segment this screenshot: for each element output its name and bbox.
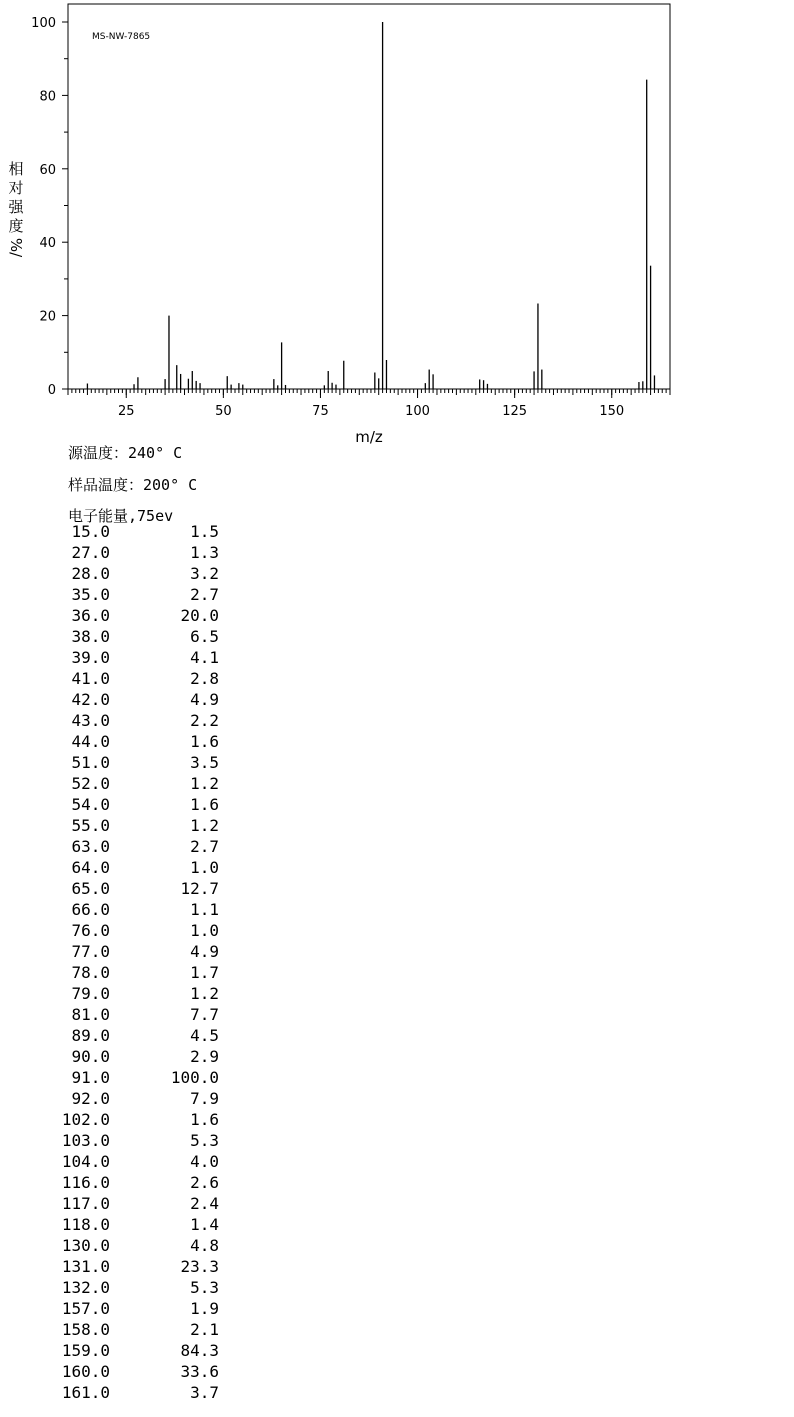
intensity-value: 2.8 <box>190 669 219 688</box>
y-tick-label: 100 <box>31 16 56 31</box>
intensity-value: 5.3 <box>190 1278 219 1297</box>
mz-value: 117.0 <box>61 1194 110 1213</box>
x-axis <box>118 389 624 419</box>
intensity-value: 1.0 <box>190 858 219 877</box>
x-tick-label: 125 <box>502 404 528 419</box>
mz-value: 43.0 <box>71 711 110 730</box>
y-axis-label-char: 相 <box>8 160 24 178</box>
intensity-value: 2.9 <box>190 1047 219 1066</box>
mz-value: 54.0 <box>71 795 110 814</box>
mz-value: 64.0 <box>71 858 110 877</box>
x-tick-label: 150 <box>599 404 625 419</box>
intensity-value: 1.4 <box>190 1215 219 1234</box>
peak-bars <box>87 22 654 389</box>
y-axis-label <box>6 160 26 257</box>
y-axis-label-char: 强 <box>8 198 24 216</box>
intensity-value: 4.1 <box>190 648 219 667</box>
intensity-value: 4.9 <box>190 942 219 961</box>
mz-value: 81.0 <box>71 1005 110 1024</box>
mz-value: 38.0 <box>71 627 110 646</box>
mz-value: 28.0 <box>71 564 110 583</box>
mz-value: 160.0 <box>61 1362 110 1381</box>
mz-value: 44.0 <box>71 732 110 751</box>
mz-value: 51.0 <box>71 753 110 772</box>
intensity-value: 3.5 <box>190 753 219 772</box>
intensity-value: 7.7 <box>190 1005 219 1024</box>
intensity-value: 1.6 <box>190 1110 219 1129</box>
intensity-value: 12.7 <box>180 879 219 898</box>
y-axis-label-char: 对 <box>8 179 24 197</box>
intensity-value: 2.1 <box>190 1320 219 1339</box>
mz-value: 65.0 <box>71 879 110 898</box>
mz-value: 103.0 <box>61 1131 110 1150</box>
y-axis-label-char: 度 <box>8 217 24 235</box>
intensity-value: 7.9 <box>190 1089 219 1108</box>
mz-value: 90.0 <box>71 1047 110 1066</box>
intensity-value: 1.2 <box>190 984 219 1003</box>
chart-annotation: MS-NW-7865 <box>92 32 151 42</box>
intensity-value: 3.7 <box>190 1383 219 1402</box>
intensity-value: 2.6 <box>190 1173 219 1192</box>
mz-value: 35.0 <box>71 585 110 604</box>
intensity-value: 6.5 <box>190 627 219 646</box>
mz-value: 55.0 <box>71 816 110 835</box>
intensity-value: 4.0 <box>190 1152 219 1171</box>
mz-value: 36.0 <box>71 606 110 625</box>
mz-value: 104.0 <box>61 1152 110 1171</box>
y-tick-label: 80 <box>39 89 56 105</box>
mz-value: 132.0 <box>61 1278 110 1297</box>
source-temperature: 源温度：240° C <box>68 444 183 462</box>
intensity-value: 2.7 <box>190 837 219 856</box>
y-tick-label: 0 <box>47 383 56 398</box>
intensity-value: 1.7 <box>190 963 219 982</box>
intensity-value: 33.6 <box>180 1362 219 1381</box>
intensity-value: 2.4 <box>190 1194 219 1213</box>
intensity-value: 1.3 <box>190 543 219 562</box>
mz-value: 39.0 <box>71 648 110 667</box>
mz-value: 52.0 <box>71 774 110 793</box>
mz-value: 63.0 <box>71 837 110 856</box>
mz-value: 78.0 <box>71 963 110 982</box>
mz-value: 77.0 <box>71 942 110 961</box>
intensity-value: 1.1 <box>190 900 219 919</box>
intensity-value: 2.2 <box>190 711 219 730</box>
intensity-value: 1.5 <box>190 522 219 541</box>
mz-value: 27.0 <box>71 543 110 562</box>
x-tick-label: 75 <box>312 404 329 419</box>
intensity-value: 1.0 <box>190 921 219 940</box>
mz-value: 91.0 <box>71 1068 110 1087</box>
intensity-value: 1.2 <box>190 774 219 793</box>
intensity-value: 4.8 <box>190 1236 219 1255</box>
x-tick-label: 100 <box>405 404 430 419</box>
y-axis <box>31 16 68 398</box>
mz-value: 130.0 <box>61 1236 110 1255</box>
mz-value: 92.0 <box>71 1089 110 1108</box>
y-axis-label-unit: %/ <box>7 237 26 258</box>
mz-value: 42.0 <box>71 690 110 709</box>
intensity-value: 1.9 <box>190 1299 219 1318</box>
x-axis-label: m/z <box>355 428 383 446</box>
mz-value: 159.0 <box>61 1341 110 1360</box>
mz-value: 157.0 <box>61 1299 110 1318</box>
intensity-value: 4.9 <box>190 690 219 709</box>
mz-value: 79.0 <box>71 984 110 1003</box>
sample-temperature: 样品温度：200° C <box>68 476 198 494</box>
mz-value: 116.0 <box>61 1173 110 1192</box>
mz-value: 15.0 <box>71 522 110 541</box>
intensity-value: 3.2 <box>190 564 219 583</box>
y-tick-label: 60 <box>39 162 56 178</box>
x-tick-label: 25 <box>117 404 135 419</box>
intensity-value: 100.0 <box>170 1068 219 1087</box>
mz-value: 89.0 <box>71 1026 110 1045</box>
mz-value: 131.0 <box>61 1257 110 1276</box>
intensity-value: 1.2 <box>190 816 219 835</box>
electron-energy: 电子能量,75ev <box>68 507 174 525</box>
mz-value: 118.0 <box>61 1215 110 1234</box>
intensity-value: 1.6 <box>190 795 219 814</box>
mz-value: 41.0 <box>71 669 110 688</box>
y-tick-label: 20 <box>39 309 56 325</box>
mass-spectrum-chart <box>0 0 794 450</box>
intensity-value: 1.6 <box>190 732 219 751</box>
mz-value: 76.0 <box>71 921 110 940</box>
y-tick-label: 40 <box>39 236 56 252</box>
mz-value: 66.0 <box>71 900 110 919</box>
intensity-value: 20.0 <box>180 606 219 625</box>
plot-frame <box>68 4 670 389</box>
mz-value: 158.0 <box>61 1320 110 1339</box>
x-tick-label: 50 <box>215 404 232 419</box>
intensity-value: 4.5 <box>190 1026 219 1045</box>
mz-value: 161.0 <box>61 1383 110 1402</box>
intensity-value: 84.3 <box>180 1341 219 1360</box>
intensity-value: 23.3 <box>180 1257 219 1276</box>
mz-value: 102.0 <box>61 1110 110 1129</box>
intensity-value: 5.3 <box>190 1131 219 1150</box>
x-minor-ticks <box>68 389 670 395</box>
intensity-value: 2.7 <box>190 585 219 604</box>
